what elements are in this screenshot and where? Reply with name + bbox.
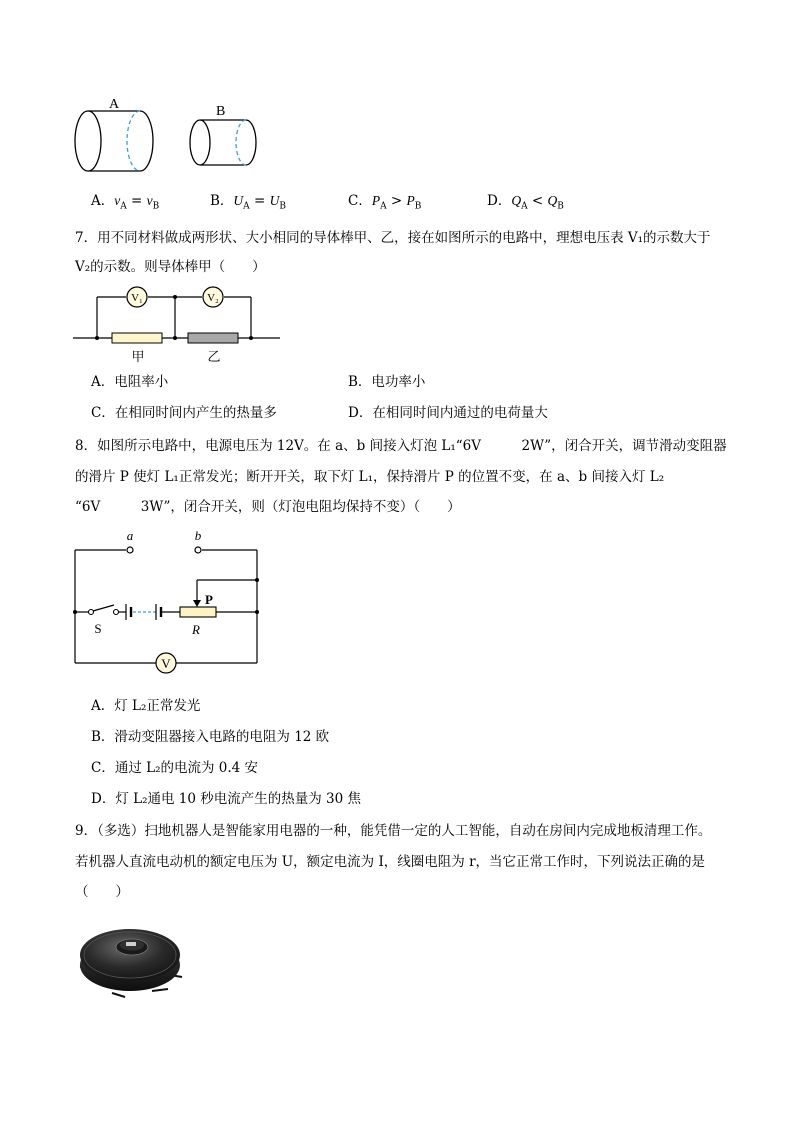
q6-option-d: D．$Q_A < Q_B$ <box>487 193 564 212</box>
q8-option-b: B．滑动变阻器接入电路的电阻为 12 欧 <box>91 729 330 745</box>
terminal-a-label: a <box>126 528 134 543</box>
switch-right-contact <box>114 610 119 615</box>
q8-circuit-figure <box>68 527 268 682</box>
cylinder-b-label: B <box>216 104 226 119</box>
q6-option-c: C．$P_A > P_B$ <box>348 193 422 212</box>
q8-stem-line2: 的滑片 P 使灯 L₁正常发光；断开开关，取下灯 L₁，保持滑片 P 的位置不变，在 a、b 间接入灯 L₂ <box>75 469 665 485</box>
voltmeter-v1-label: V₁ <box>131 292 143 304</box>
voltmeter-v2-label: V₂ <box>207 292 219 304</box>
q8-option-d: D．灯 L₂通电 10 秒电流产生的热量为 30 焦 <box>91 791 362 807</box>
rheostat-label: R <box>192 622 200 637</box>
q7-option-c: C．在相同时间内产生的热量多 <box>91 405 277 421</box>
rod-yi <box>188 333 238 343</box>
terminal-b-label: b <box>194 528 202 543</box>
q8-option-a: A．灯 L₂正常发光 <box>91 698 201 714</box>
q6-cylinder-figure <box>68 95 278 180</box>
q7-circuit-figure <box>70 285 285 365</box>
q7-option-b: B．电功率小 <box>348 374 426 390</box>
q7-stem-line1: 7．用不同材料做成两形状、大小相同的导体棒甲、乙，接在如图所示的电路中，理想电压表 V₁的示数大于 <box>75 230 711 246</box>
rod-jia-label: 甲 <box>131 349 145 364</box>
q7-option-d: D．在相同时间内通过的电荷量大 <box>348 405 548 421</box>
rod-yi-label: 乙 <box>207 349 221 364</box>
q8-stem-line3: “6V 3W”，闭合开关，则（灯泡电阻均保持不变）（ ） <box>75 499 461 515</box>
q6-option-b: B．$U_A = U_B$ <box>210 193 286 212</box>
q7-stem-line2: V₂的示数。则导体棒甲（ ） <box>75 259 266 275</box>
cylinder-a-label: A <box>109 97 120 112</box>
switch-left-contact <box>89 610 94 615</box>
switch-blade <box>93 605 114 611</box>
voltmeter-label: V <box>161 656 171 671</box>
q6-option-a: A．$v_A = v_B$ <box>91 193 160 212</box>
rheostat-r <box>180 607 216 617</box>
q9-stem-line3: （ ） <box>75 884 129 900</box>
q8-stem-line1: 8．如图所示电路中，电源电压为 12V。在 a、b 间接入灯泡 L₁“6V 2W”，闭合开关，调节滑动变阻器 <box>75 438 727 454</box>
slider-label: P <box>205 592 213 607</box>
slider-arrow-icon <box>193 600 201 607</box>
cylinder-a <box>75 111 153 171</box>
rod-jia <box>112 333 162 343</box>
q9-stem-line1: 9．（多选）扫地机器人是智能家用电器的一种，能凭借一定的人工智能，自动在房间内完成地板清理工作。 <box>75 823 712 839</box>
robot-vacuum-image <box>70 905 190 1005</box>
q7-option-a: A．电阻率小 <box>91 374 169 390</box>
switch-label: S <box>94 621 102 636</box>
q8-option-c: C．通过 L₂的电流为 0.4 安 <box>91 760 259 776</box>
cylinder-b <box>190 120 256 165</box>
q9-stem-line2: 若机器人直流电动机的额定电压为 U，额定电流为 I，线圈电阻为 r，当它正常工作时，下列说法正确的是 <box>75 854 706 870</box>
